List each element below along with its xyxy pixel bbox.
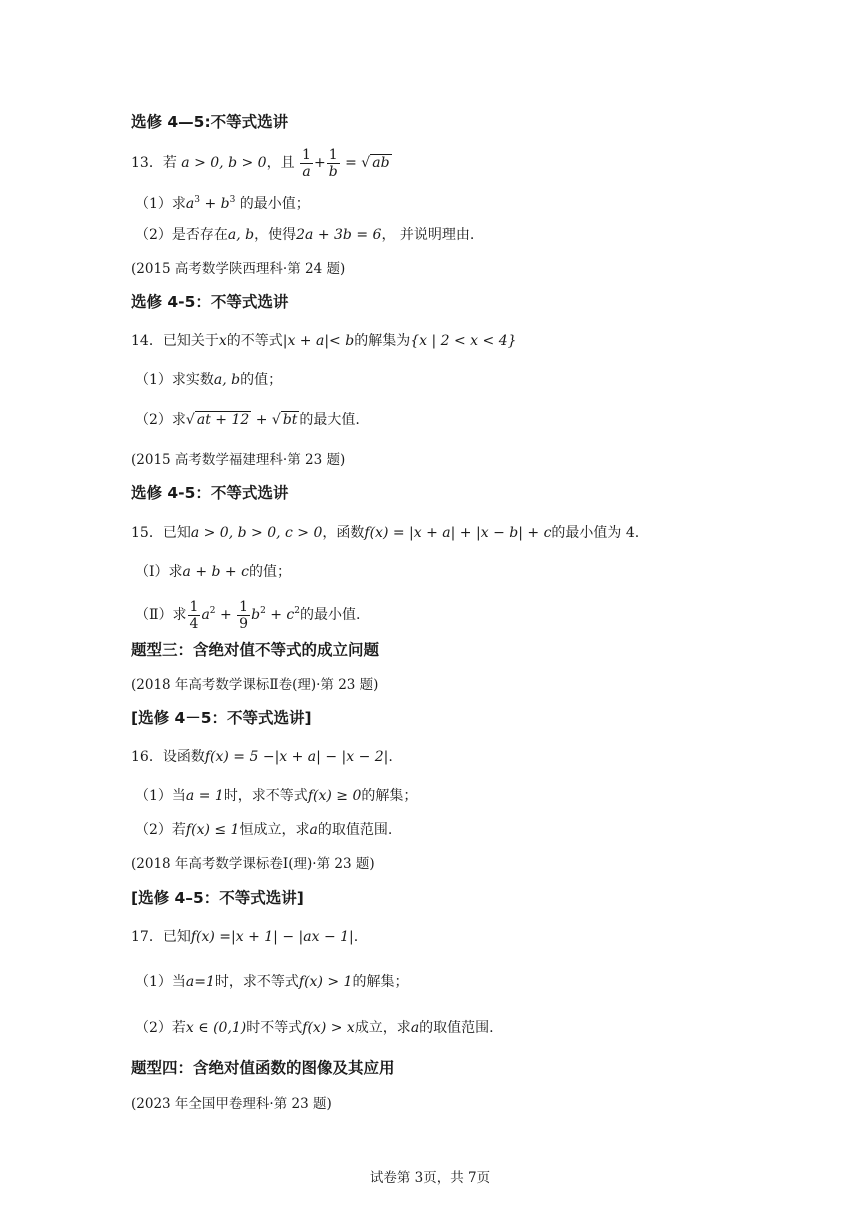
problem-15-part-2: （Ⅱ）求 $\frac{1}{4}$ $a^2$ + $\frac{1}{9}$ $b^2 + c^2$的最小值. (135, 598, 361, 632)
source-note: (2018 年高考数学课标Ⅱ卷(理)·第 23 题) (131, 677, 379, 693)
problem-14: 14．已知关于x的不等式|x + a|< b的解集为{x | 2 < x < 4} (131, 333, 517, 349)
section-heading: [选修 4－5：不等式选讲] (131, 709, 312, 727)
problem-16-part-1: （1）当a = 1时，求不等式f(x) ≥ 0的解集； (135, 788, 418, 804)
problem-14-part-2: （2）求√ at + 12 + √ bt 的最大值. (135, 412, 360, 428)
section-heading: [选修 4–5：不等式选讲] (131, 889, 304, 907)
problem-16: 16．设函数f(x) = 5 −|x + a| − |x − 2|. (131, 749, 393, 765)
section-heading: 选修 4—5:不等式选讲 (131, 113, 289, 131)
section-heading: 题型三：含绝对值不等式的成立问题 (131, 641, 380, 659)
section-heading: 选修 4-5：不等式选讲 (131, 484, 289, 502)
problem-14-part-1: （1）求实数a, b的值； (135, 372, 283, 388)
section-heading: 选修 4-5：不等式选讲 (131, 293, 289, 311)
page-footer: 试卷第 3页，共 7页 (369, 1170, 491, 1186)
problem-13: 13．若 a > 0, b > 0，且 $\frac{1}{a}$ + $\frac{1}{b}$ = √ ab (131, 146, 390, 180)
problem-13-part-2: （2）是否存在a, b，使得2a + 3b = 6， 并说明理由. (135, 227, 475, 243)
source-note: (2015 高考数学福建理科·第 23 题) (131, 452, 346, 468)
problem-17: 17．已知f(x) =|x + 1| − |ax − 1|. (131, 929, 359, 945)
problem-15-part-1: （Ⅰ）求a + b + c的值； (135, 564, 291, 580)
problem-17-part-2: （2）若x ∈ (0,1)时不等式f(x) > x成立，求a的取值范围. (135, 1020, 494, 1036)
problem-13-part-1: （1）求$a^3 + b^3$ 的最小值； (135, 195, 310, 212)
source-note: (2015 高考数学陕西理科·第 24 题) (131, 261, 346, 277)
problem-16-part-2: （2）若f(x) ≤ 1恒成立，求a的取值范围. (135, 822, 393, 838)
problem-17-part-1: （1）当a=1时，求不等式f(x) > 1的解集； (135, 974, 409, 990)
problem-15: 15．已知a > 0, b > 0, c > 0，函数f(x) = |x + a| + |x − b| + c的最小值为 4. (131, 525, 640, 541)
source-note: (2018 年高考数学课标卷Ⅰ(理)·第 23 题) (131, 856, 375, 872)
section-heading: 题型四：含绝对值函数的图像及其应用 (131, 1059, 395, 1077)
source-note: (2023 年全国甲卷理科·第 23 题) (131, 1096, 332, 1112)
